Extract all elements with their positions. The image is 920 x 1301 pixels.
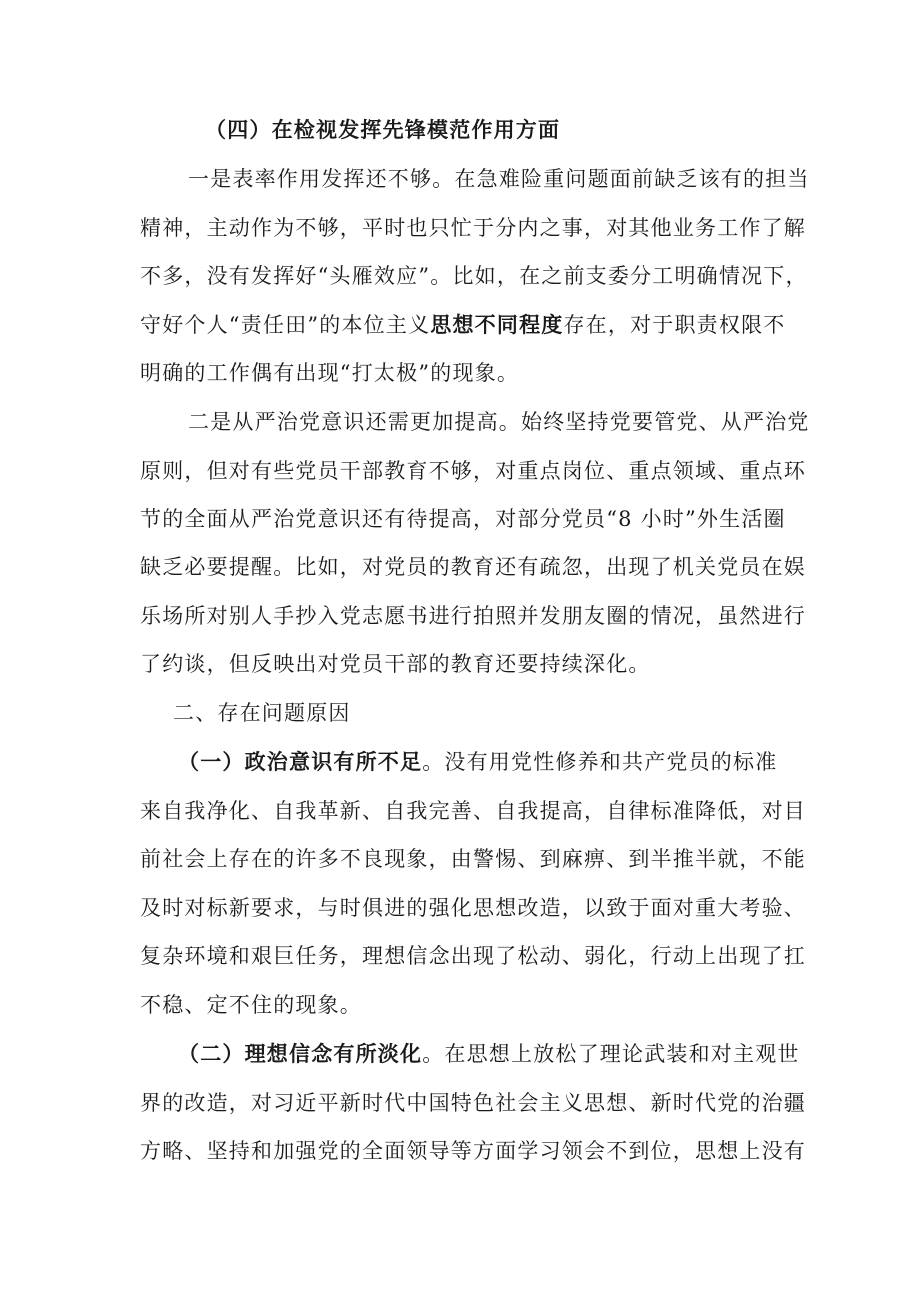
paragraph-line: 二是从严治党意识还需更加提高。始终坚持党要管党、从严治党 [188, 410, 810, 434]
paragraph-line: 一是表率作用发挥还不够。在急难险重问题面前缺乏该有的担当 [188, 167, 810, 191]
paragraph-line: 不多，没有发挥好“头雁效应”。比如，在之前支委分工明确情况下， [140, 264, 808, 288]
paragraph-line: 了约谈，但反映出对党员干部的教育还要持续深化。 [140, 652, 651, 676]
text-run: 。没有用党性修养和共产党员的标准 [422, 750, 778, 774]
section-heading: 二、存在问题原因 [173, 701, 351, 725]
number-run: 8 [618, 507, 633, 531]
paragraph-line: 缺乏必要提醒。比如，对党员的教育还有疏忽，出现了机关党员在娱 [140, 555, 806, 579]
paragraph-line [178, 747, 777, 777]
text-run: 小时”外生活圈 [632, 507, 786, 531]
bold-text-run: 思想不同程度 [430, 312, 564, 337]
text-run: 守好个人“责任田”的本位主义 [140, 313, 431, 337]
paragraph-line: 界的改造，对习近平新时代中国特色社会主义思想、新时代党的治疆 [140, 1091, 806, 1115]
paragraph-line: 明确的工作偶有出现“打太极”的现象。 [140, 361, 520, 385]
paragraph-line [178, 1039, 800, 1069]
text-run: 存在，对于职责权限不 [563, 313, 786, 337]
item-lead: （二）理想信念有所淡化 [178, 1041, 423, 1066]
paragraph-line: 精神，主动作为不够，平时也只忙于分内之事，对其他业务工作了解 [140, 216, 806, 240]
paragraph-line: 乐场所对别人手抄入党志愿书进行拍照并发朋友圈的情况，虽然进行 [140, 604, 806, 628]
paragraph-line: 来自我净化、自我革新、自我完善、自我提高，自律标准降低，对目 [140, 799, 806, 823]
paragraph-line: 原则，但对有些党员干部教育不够，对重点岗位、重点领域、重点环 [140, 459, 806, 483]
paragraph-line [140, 310, 785, 340]
paragraph-line: 复杂环境和艰巨任务，理想信念出现了松动、弱化，行动上出现了扛 [140, 944, 806, 968]
item-lead: （一）政治意识有所不足 [178, 749, 423, 774]
paragraph-line [140, 504, 786, 534]
text-run: 。在思想上放松了理论武装和对主观世 [422, 1042, 800, 1066]
paragraph-line: 前社会上存在的许多不良现象，由警惕、到麻痹、到半推半就，不能 [140, 847, 806, 871]
text-run: 节的全面从严治党意识还有待提高，对部分党员“ [140, 507, 619, 531]
paragraph-line: 及时对标新要求，与时俱进的强化思想改造，以致于面对重大考验、 [140, 896, 806, 920]
section-heading: （四）在检视发挥先锋模范作用方面 [205, 117, 561, 142]
paragraph-line: 不稳、定不住的现象。 [140, 993, 362, 1017]
paragraph-line: 方略、坚持和加强党的全面领导等方面学习领会不到位，思想上没有 [140, 1139, 806, 1163]
